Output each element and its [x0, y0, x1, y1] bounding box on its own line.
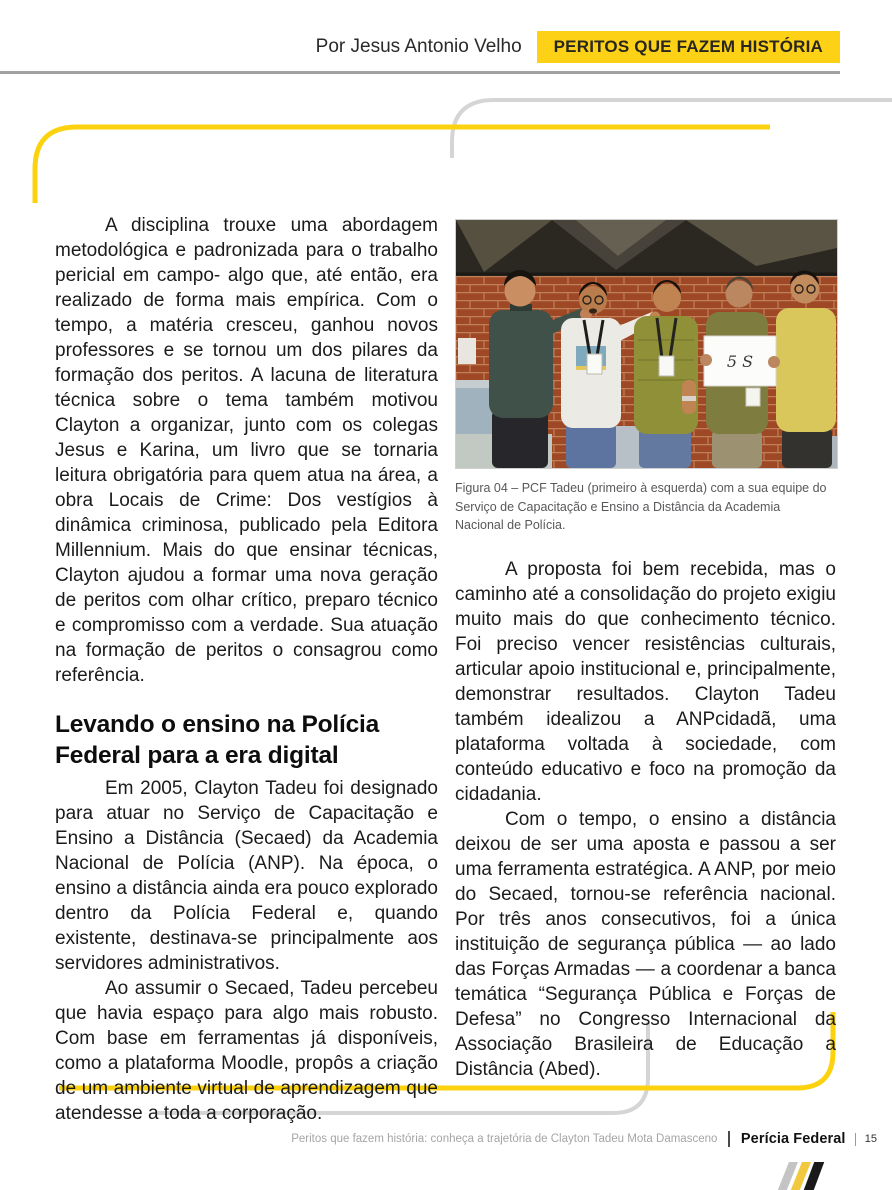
right-column [455, 219, 836, 1082]
footer-article-title: Peritos que fazem história: conheça a trajetória de Clayton Tadeu Mota Damasceno [291, 1133, 718, 1145]
magazine-name: Perícia Federal [740, 1131, 846, 1147]
top-yellow-curve [35, 127, 770, 203]
team-photo [455, 219, 838, 469]
figure-04 [455, 219, 836, 535]
body-paragraph-5: Com o tempo, o ensino a distância deixou de ser uma aposta e passou a ser uma ferramenta estratégica. A ANP, por meio do Secaed, tornou-se referência nacional. Por três anos consecutivos, foi a única instituição de segurança pública — ao lado das Forças Armadas — a coordenar a banca temática “Segurança Pública e Forças de Defesa” no Congresso Internacional da Associação Brasileira de Educação a Distância (Abed). [455, 808, 836, 1080]
left-column [55, 213, 438, 1126]
header-divider [0, 71, 840, 74]
magazine-logo [777, 1162, 827, 1190]
body-paragraph-3: Ao assumir o Secaed, Tadeu percebeu que havia espaço para algo mais robusto. Com base em ferramentas já disponíveis, como a plataforma Moodle, propôs a criação de um ambiente virtual de aprendizagem que atendesse a toda a corporação. [55, 978, 438, 1124]
page-number: 15 [864, 1133, 877, 1145]
section-badge: PERITOS QUE FAZEM HISTÓRIA [537, 31, 840, 63]
figure-caption: Figura 04 – PCF Tadeu (primeiro à esquerda) com a sua equipe do Serviço de Capacitação e Ensino a Distância da Academia Nacional de Polícia. [455, 481, 827, 532]
page-header [316, 31, 840, 63]
photo-sign-text: 5 S [726, 352, 754, 371]
section-heading: Levando o ensino na Polícia Federal para a era digital [55, 711, 380, 769]
body-paragraph-1: A disciplina trouxe uma abordagem metodológica e padronizada para o trabalho pericial em campo- algo que, até então, era realizado de forma mais empírica. Com o tempo, a matéria cresceu, ganhou novos professores e se tornou um dos pilares da formação dos peritos. A lacuna de literatura técnica sobre o tema também motivou Clayton a organizar, junto com os colegas Jesus e Karina, um livro que se tornaria leitura obrigatória para quem atua na área, a obra Locais de Crime: Dos vestígios à dinâmica criminosa, publicado pela Editora Millennium. Mais do que ensinar técnicas, Clayton ajudou a formar uma nova geração de peritos com olhar crítico, preparo técnico e compromisso com a verdade. Sua atuação na formação de peritos o consagrou como referência. [55, 215, 438, 686]
body-paragraph-2: Em 2005, Clayton Tadeu foi designado para atuar no Serviço de Capacitação e Ensino a Distância (Secaed) da Academia Nacional de Polícia (ANP). Na época, o ensino a distância ainda era pouco explorado dentro da Polícia Federal e, quando existente, destinava-se principalmente aos servidores administrativos. [55, 778, 438, 974]
footer-divider-1 [728, 1131, 730, 1147]
photo-ceiling [456, 220, 837, 276]
page-footer [291, 1128, 877, 1150]
top-gray-curve [452, 100, 892, 158]
byline: Por Jesus Antonio Velho [315, 36, 522, 57]
body-paragraph-4: A proposta foi bem recebida, mas o caminho até a consolidação do projeto exigiu muito mais do que conhecimento técnico. Foi preciso vencer resistências culturais, articular apoio institucional e, principalmente, demonstrar resultados. Clayton Tadeu também idealizou a ANPcidadã, uma plataforma voltada à sociedade, com conteúdo educativo e foco na promoção da cidadania. [455, 558, 836, 805]
photo-sign [700, 336, 780, 386]
footer-divider-2 [855, 1133, 856, 1146]
